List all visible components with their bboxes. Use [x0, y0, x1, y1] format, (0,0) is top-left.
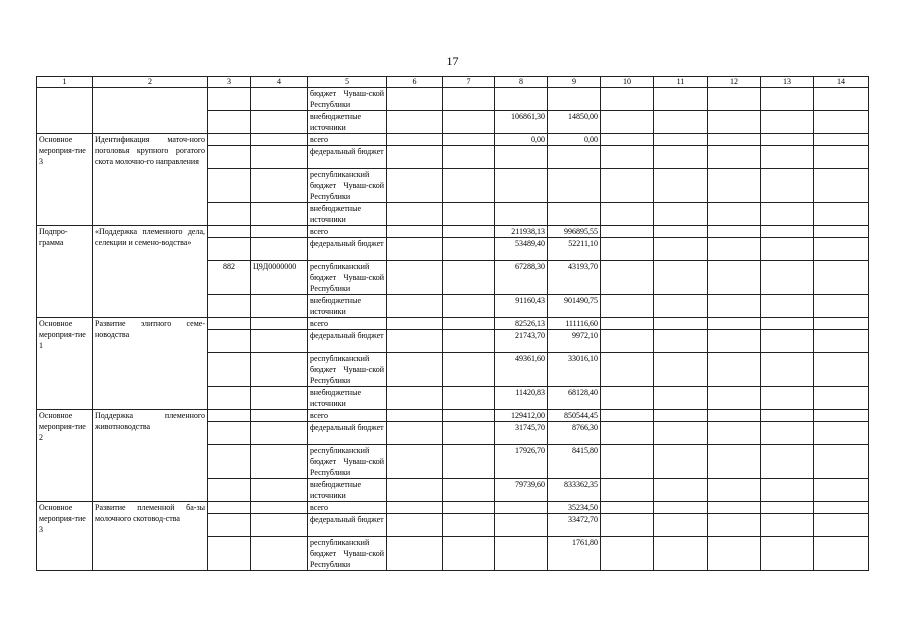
- target-code: [251, 445, 308, 479]
- value-col-9: 833362,35: [548, 479, 601, 502]
- empty-cell: [654, 226, 708, 238]
- funding-source: внебюджетные источники: [308, 479, 387, 502]
- empty-cell: [251, 387, 308, 410]
- empty-cell: [387, 410, 443, 422]
- empty-cell: [708, 353, 761, 387]
- empty-cell: [251, 238, 308, 261]
- empty-cell: [708, 318, 761, 330]
- empty-cell: [443, 387, 495, 410]
- empty-cell: [443, 514, 495, 537]
- value-col-8: [495, 88, 548, 111]
- empty-cell: [208, 111, 251, 134]
- empty-cell: [251, 146, 308, 169]
- empty-cell: [443, 479, 495, 502]
- page-number: 17: [446, 54, 459, 68]
- empty-cell: [443, 330, 495, 353]
- empty-cell: [708, 295, 761, 318]
- empty-cell: [814, 479, 869, 502]
- column-header: 5: [308, 77, 387, 88]
- empty-cell: [443, 261, 495, 295]
- empty-cell: [443, 146, 495, 169]
- value-col-8: 129412,00: [495, 410, 548, 422]
- value-col-9: 33016,10: [548, 353, 601, 387]
- empty-cell: [654, 134, 708, 146]
- empty-cell: [761, 169, 814, 203]
- empty-cell: [708, 514, 761, 537]
- funding-source: бюджет Чуваш-ской Республики: [308, 88, 387, 111]
- empty-cell: [601, 169, 654, 203]
- empty-cell: [708, 330, 761, 353]
- empty-cell: [251, 479, 308, 502]
- value-col-8: 79739,60: [495, 479, 548, 502]
- empty-cell: [443, 111, 495, 134]
- empty-cell: [654, 514, 708, 537]
- empty-cell: [814, 111, 869, 134]
- empty-cell: [208, 514, 251, 537]
- empty-cell: [601, 502, 654, 514]
- empty-cell: [251, 514, 308, 537]
- measure-title: Поддержка племенного животноводства: [93, 410, 208, 502]
- empty-cell: [708, 169, 761, 203]
- empty-cell: [708, 146, 761, 169]
- empty-cell: [387, 318, 443, 330]
- empty-cell: [387, 146, 443, 169]
- empty-cell: [443, 203, 495, 226]
- funding-source: республиканский бюджет Чуваш-ской Республики: [308, 353, 387, 387]
- value-col-8: [495, 203, 548, 226]
- grbs-code: [208, 169, 251, 203]
- table-row: [37, 318, 869, 330]
- empty-cell: [251, 295, 308, 318]
- empty-cell: [708, 387, 761, 410]
- empty-cell: [601, 88, 654, 111]
- empty-cell: [654, 422, 708, 445]
- empty-cell: [601, 203, 654, 226]
- column-header: 11: [654, 77, 708, 88]
- empty-cell: [654, 318, 708, 330]
- empty-cell: [601, 353, 654, 387]
- empty-cell: [814, 169, 869, 203]
- empty-cell: [654, 502, 708, 514]
- value-col-8: 31745,70: [495, 422, 548, 445]
- empty-cell: [761, 514, 814, 537]
- empty-cell: [654, 445, 708, 479]
- grbs-code: 882: [208, 261, 251, 295]
- empty-cell: [761, 134, 814, 146]
- empty-cell: [654, 88, 708, 111]
- measure-name: Основное мероприя-тие 3: [37, 134, 93, 226]
- funding-source: всего: [308, 502, 387, 514]
- empty-cell: [443, 537, 495, 571]
- value-col-8: [495, 502, 548, 514]
- column-header: 8: [495, 77, 548, 88]
- funding-source: внебюджетные источники: [308, 295, 387, 318]
- empty-cell: [601, 261, 654, 295]
- funding-source: республиканский бюджет Чуваш-ской Республики: [308, 261, 387, 295]
- empty-cell: [208, 502, 251, 514]
- empty-cell: [654, 479, 708, 502]
- column-header: 6: [387, 77, 443, 88]
- empty-cell: [654, 261, 708, 295]
- measure-title: Развитие элитного семе-новодства: [93, 318, 208, 410]
- funding-source: федеральный бюджет: [308, 146, 387, 169]
- empty-cell: [387, 295, 443, 318]
- empty-cell: [708, 410, 761, 422]
- value-col-9: 850544,45: [548, 410, 601, 422]
- empty-cell: [387, 330, 443, 353]
- empty-cell: [654, 410, 708, 422]
- empty-cell: [761, 295, 814, 318]
- empty-cell: [654, 169, 708, 203]
- empty-cell: [761, 387, 814, 410]
- empty-cell: [601, 111, 654, 134]
- empty-cell: [387, 111, 443, 134]
- empty-cell: [443, 88, 495, 111]
- empty-cell: [761, 111, 814, 134]
- empty-cell: [814, 330, 869, 353]
- empty-cell: [814, 88, 869, 111]
- empty-cell: [443, 295, 495, 318]
- column-header: 4: [251, 77, 308, 88]
- value-col-9: 996895,55: [548, 226, 601, 238]
- grbs-code: [208, 445, 251, 479]
- empty-cell: [208, 238, 251, 261]
- value-col-9: 1761,80: [548, 537, 601, 571]
- target-code: [251, 353, 308, 387]
- column-header: 13: [761, 77, 814, 88]
- value-col-9: 14850,00: [548, 111, 601, 134]
- empty-cell: [654, 238, 708, 261]
- empty-cell: [208, 330, 251, 353]
- empty-cell: [208, 146, 251, 169]
- column-header: 10: [601, 77, 654, 88]
- empty-cell: [654, 353, 708, 387]
- measure-title: Идентификация маточ-ного поголовья крупного рогатого скота молочно-го направления: [93, 134, 208, 226]
- empty-cell: [601, 295, 654, 318]
- funding-source: республиканский бюджет Чуваш-ской Республики: [308, 537, 387, 571]
- value-col-8: [495, 514, 548, 537]
- value-col-9: [548, 169, 601, 203]
- empty-cell: [761, 330, 814, 353]
- value-col-8: 82526,13: [495, 318, 548, 330]
- empty-cell: [708, 111, 761, 134]
- empty-cell: [208, 295, 251, 318]
- funding-source: внебюджетные источники: [308, 111, 387, 134]
- column-header: 14: [814, 77, 869, 88]
- empty-cell: [601, 226, 654, 238]
- value-col-8: 11420,83: [495, 387, 548, 410]
- value-col-9: [548, 146, 601, 169]
- empty-cell: [601, 330, 654, 353]
- empty-cell: [443, 445, 495, 479]
- empty-cell: [387, 134, 443, 146]
- empty-cell: [761, 353, 814, 387]
- empty-cell: [708, 445, 761, 479]
- empty-cell: [814, 410, 869, 422]
- empty-cell: [814, 318, 869, 330]
- value-col-8: [495, 146, 548, 169]
- value-col-8: 17926,70: [495, 445, 548, 479]
- empty-cell: [814, 387, 869, 410]
- value-col-8: 21743,70: [495, 330, 548, 353]
- value-col-9: 43193,70: [548, 261, 601, 295]
- empty-cell: [251, 422, 308, 445]
- funding-source: внебюджетные источники: [308, 387, 387, 410]
- empty-cell: [601, 318, 654, 330]
- table-row: [37, 88, 869, 111]
- empty-cell: [601, 238, 654, 261]
- measure-title: «Поддержка племенного дела, селекции и семено-водства»: [93, 226, 208, 318]
- empty-cell: [443, 353, 495, 387]
- empty-cell: [387, 502, 443, 514]
- value-col-8: 53489,40: [495, 238, 548, 261]
- funding-source: федеральный бюджет: [308, 514, 387, 537]
- empty-cell: [654, 537, 708, 571]
- empty-cell: [601, 422, 654, 445]
- empty-cell: [761, 422, 814, 445]
- column-header: 12: [708, 77, 761, 88]
- empty-cell: [251, 203, 308, 226]
- empty-cell: [761, 479, 814, 502]
- empty-cell: [761, 238, 814, 261]
- funding-source: республиканский бюджет Чуваш-ской Республики: [308, 169, 387, 203]
- measure-title: Развитие племенной ба-зы молочного скотовод-ства: [93, 502, 208, 571]
- empty-cell: [387, 537, 443, 571]
- empty-cell: [708, 537, 761, 571]
- value-col-9: 33472,70: [548, 514, 601, 537]
- empty-cell: [443, 134, 495, 146]
- empty-cell: [654, 111, 708, 134]
- column-header: 7: [443, 77, 495, 88]
- empty-cell: [387, 88, 443, 111]
- empty-cell: [208, 410, 251, 422]
- empty-cell: [814, 514, 869, 537]
- empty-cell: [761, 226, 814, 238]
- empty-cell: [443, 410, 495, 422]
- empty-cell: [601, 410, 654, 422]
- funding-source: федеральный бюджет: [308, 238, 387, 261]
- empty-cell: [208, 226, 251, 238]
- target-code: [251, 537, 308, 571]
- empty-cell: [601, 514, 654, 537]
- empty-cell: [208, 479, 251, 502]
- empty-cell: [387, 422, 443, 445]
- empty-cell: [708, 502, 761, 514]
- table-row: [37, 226, 869, 238]
- measure-name: Подпро-грамма: [37, 226, 93, 318]
- value-col-8: [495, 537, 548, 571]
- empty-cell: [654, 387, 708, 410]
- empty-cell: [601, 146, 654, 169]
- empty-cell: [208, 387, 251, 410]
- empty-cell: [814, 226, 869, 238]
- column-header: 3: [208, 77, 251, 88]
- value-col-9: 9972,10: [548, 330, 601, 353]
- value-col-9: 8415,80: [548, 445, 601, 479]
- empty-cell: [387, 514, 443, 537]
- funding-source: всего: [308, 134, 387, 146]
- empty-cell: [814, 238, 869, 261]
- empty-cell: [387, 169, 443, 203]
- empty-cell: [761, 537, 814, 571]
- value-col-8: 67288,30: [495, 261, 548, 295]
- funding-source: федеральный бюджет: [308, 330, 387, 353]
- empty-cell: [654, 146, 708, 169]
- empty-cell: [814, 537, 869, 571]
- empty-cell: [208, 134, 251, 146]
- empty-cell: [814, 353, 869, 387]
- empty-cell: [251, 330, 308, 353]
- value-col-9: 35234,50: [548, 502, 601, 514]
- empty-cell: [708, 88, 761, 111]
- funding-source: республиканский бюджет Чуваш-ской Республики: [308, 445, 387, 479]
- empty-cell: [654, 295, 708, 318]
- empty-cell: [761, 88, 814, 111]
- empty-cell: [251, 502, 308, 514]
- target-code: [251, 169, 308, 203]
- column-header: 9: [548, 77, 601, 88]
- empty-cell: [251, 318, 308, 330]
- empty-cell: [654, 330, 708, 353]
- empty-cell: [814, 146, 869, 169]
- empty-cell: [601, 445, 654, 479]
- value-col-9: [548, 88, 601, 111]
- empty-cell: [443, 169, 495, 203]
- empty-cell: [708, 238, 761, 261]
- empty-cell: [814, 445, 869, 479]
- column-header: 1: [37, 77, 93, 88]
- value-col-8: 211938,13: [495, 226, 548, 238]
- value-col-9: 52211,10: [548, 238, 601, 261]
- empty-cell: [761, 318, 814, 330]
- value-col-8: 106861,30: [495, 111, 548, 134]
- value-col-8: 91160,43: [495, 295, 548, 318]
- empty-cell: [443, 238, 495, 261]
- grbs-code: [208, 537, 251, 571]
- target-code: Ц9Д0000000: [251, 261, 308, 295]
- value-col-8: [495, 169, 548, 203]
- funding-source: всего: [308, 318, 387, 330]
- empty-cell: [387, 353, 443, 387]
- empty-cell: [601, 479, 654, 502]
- empty-cell: [387, 226, 443, 238]
- empty-cell: [443, 422, 495, 445]
- empty-cell: [387, 203, 443, 226]
- empty-cell: [761, 146, 814, 169]
- empty-cell: [814, 134, 869, 146]
- funding-source: федеральный бюджет: [308, 422, 387, 445]
- value-col-8: 0,00: [495, 134, 548, 146]
- empty-cell: [208, 203, 251, 226]
- empty-cell: [251, 111, 308, 134]
- empty-cell: [443, 318, 495, 330]
- empty-cell: [814, 422, 869, 445]
- empty-cell: [387, 261, 443, 295]
- measure-name: [37, 88, 93, 134]
- empty-cell: [708, 203, 761, 226]
- funding-source: всего: [308, 226, 387, 238]
- table-row: [37, 502, 869, 514]
- column-header: 2: [93, 77, 208, 88]
- empty-cell: [251, 134, 308, 146]
- empty-cell: [708, 261, 761, 295]
- empty-cell: [708, 134, 761, 146]
- value-col-9: 111116,60: [548, 318, 601, 330]
- empty-cell: [708, 422, 761, 445]
- value-col-9: 68128,40: [548, 387, 601, 410]
- empty-cell: [251, 88, 308, 111]
- value-col-9: 901490,75: [548, 295, 601, 318]
- empty-cell: [814, 203, 869, 226]
- empty-cell: [761, 445, 814, 479]
- table-row: [37, 134, 869, 146]
- empty-cell: [208, 88, 251, 111]
- empty-cell: [443, 226, 495, 238]
- empty-cell: [251, 410, 308, 422]
- empty-cell: [208, 318, 251, 330]
- empty-cell: [601, 537, 654, 571]
- funding-source: всего: [308, 410, 387, 422]
- empty-cell: [814, 295, 869, 318]
- budget-table: [36, 76, 869, 571]
- empty-cell: [761, 261, 814, 295]
- empty-cell: [387, 479, 443, 502]
- empty-cell: [443, 502, 495, 514]
- value-col-9: [548, 203, 601, 226]
- empty-cell: [601, 387, 654, 410]
- empty-cell: [251, 226, 308, 238]
- empty-cell: [208, 422, 251, 445]
- value-col-9: 0,00: [548, 134, 601, 146]
- empty-cell: [814, 502, 869, 514]
- empty-cell: [387, 445, 443, 479]
- table-row: [37, 410, 869, 422]
- header-row: [37, 77, 869, 88]
- empty-cell: [761, 502, 814, 514]
- value-col-9: 8766,30: [548, 422, 601, 445]
- measure-title: [93, 88, 208, 134]
- empty-cell: [761, 203, 814, 226]
- empty-cell: [708, 479, 761, 502]
- empty-cell: [761, 410, 814, 422]
- measure-name: Основное мероприя-тие 3: [37, 502, 93, 571]
- empty-cell: [708, 226, 761, 238]
- empty-cell: [601, 134, 654, 146]
- funding-source: внебюджетные источники: [308, 203, 387, 226]
- empty-cell: [814, 261, 869, 295]
- measure-name: Основное мероприя-тие 1: [37, 318, 93, 410]
- empty-cell: [654, 203, 708, 226]
- grbs-code: [208, 353, 251, 387]
- measure-name: Основное мероприя-тие 2: [37, 410, 93, 502]
- value-col-8: 49361,60: [495, 353, 548, 387]
- empty-cell: [387, 387, 443, 410]
- empty-cell: [387, 238, 443, 261]
